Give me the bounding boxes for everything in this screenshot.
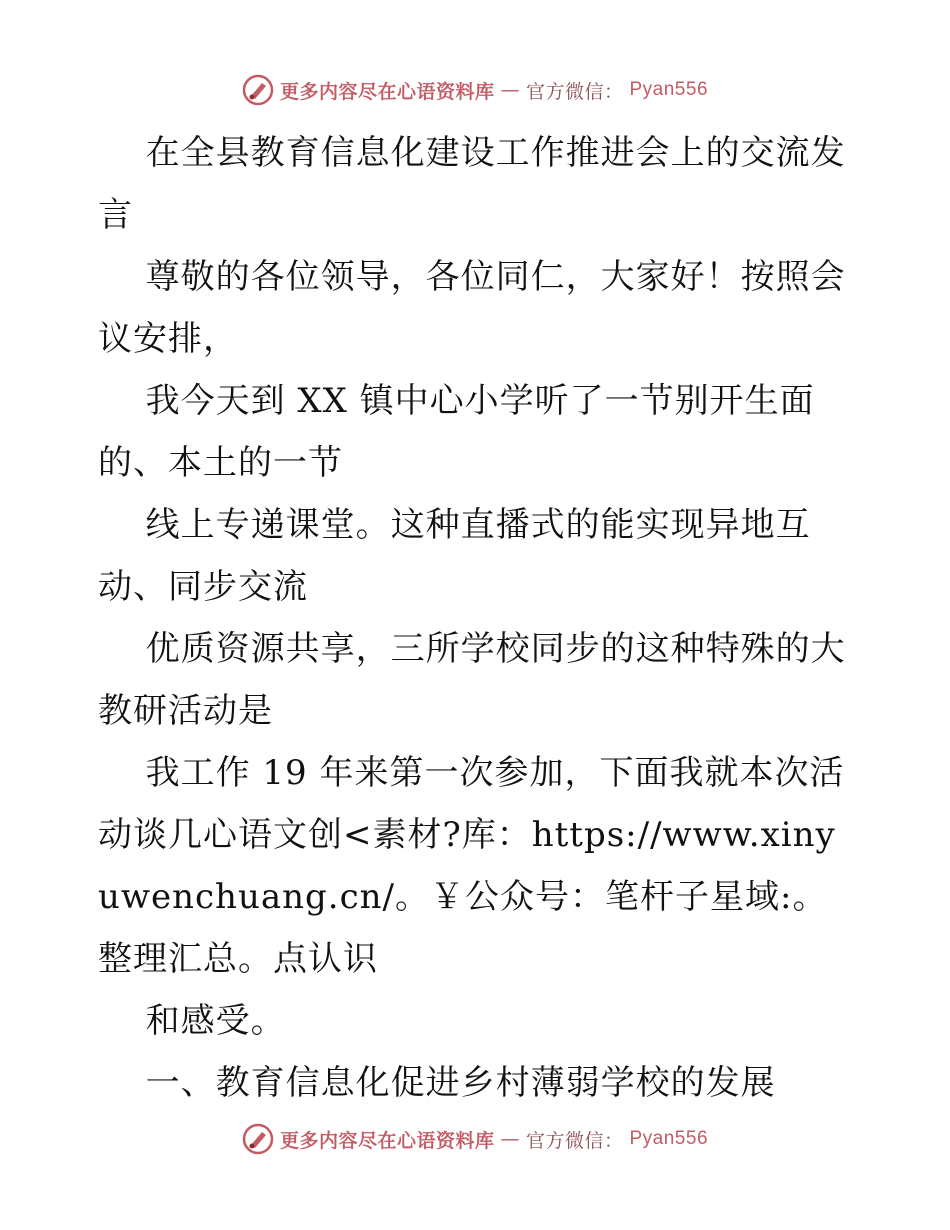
paragraph: 优质资源共享，三所学校同步的这种特殊的大教研活动是 <box>98 629 846 731</box>
paragraph: 我今天到 XX 镇中心小学听了一节别开生面的、本土的一节 <box>98 381 815 483</box>
footer-banner <box>0 1119 950 1159</box>
paragraph: 尊敬的各位领导，各位同仁，大家好！按照会议安排， <box>98 257 846 359</box>
brush-circle-icon <box>242 74 274 106</box>
banner-brand: 更多内容尽在心语资料库 <box>279 1129 495 1152</box>
document-body <box>98 122 858 1114</box>
banner-dash: — <box>500 79 520 101</box>
banner-wechat-label: 官方微信： <box>525 80 624 103</box>
document-title: 在全县教育信息化建设工作推进会上的交流发言 <box>98 133 846 235</box>
paragraph: 线上专递课堂。这种直播式的能实现异地互动、同步交流 <box>98 505 811 607</box>
banner-wechat-label: 官方微信： <box>525 1129 624 1152</box>
section-heading: 一、教育信息化促进乡村薄弱学校的发展 <box>145 1063 776 1103</box>
banner-dash: — <box>500 1128 520 1150</box>
brush-circle-icon <box>242 1123 274 1155</box>
paragraph: 我工作 19 年来第一次参加，下面我就本次活动谈几心语文创<素材?库：https://www.xinyuwenchuang.cn/。￥公众号：笔杆子星域:。整理汇总。点认识 <box>98 753 845 979</box>
banner-account: Pyan556 <box>629 79 709 100</box>
paragraph: 和感受。 <box>145 1001 286 1041</box>
banner-account: Pyan556 <box>629 1128 709 1149</box>
banner-brand: 更多内容尽在心语资料库 <box>279 80 495 103</box>
header-banner <box>0 70 950 110</box>
